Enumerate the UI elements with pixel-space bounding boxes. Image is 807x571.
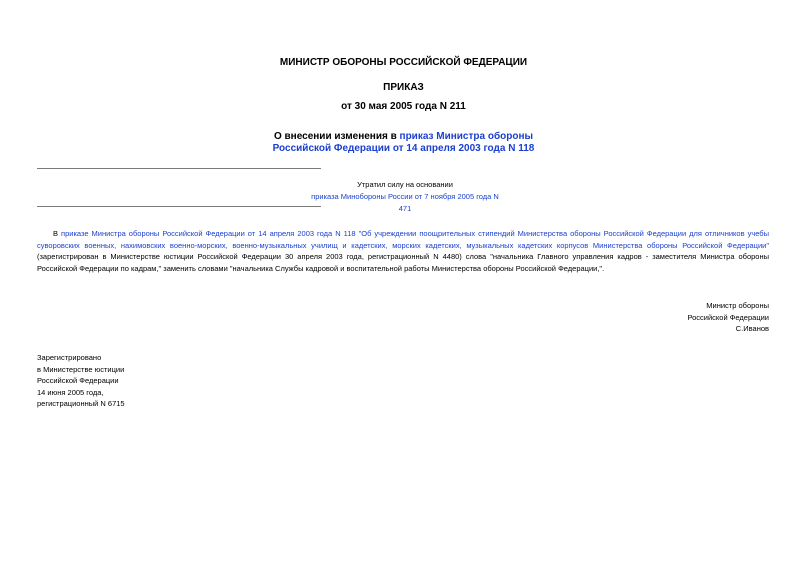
signer-title-2: Российской Федерации — [687, 312, 769, 322]
registration-line-2: в Министерстве юстиции — [37, 364, 125, 374]
status-note-text: Утратил силу на основании — [357, 180, 453, 189]
registration-number: регистрационный N 6715 — [37, 399, 125, 408]
issuing-authority: МИНИСТР ОБОРОНЫ РОССИЙСКОЙ ФЕДЕРАЦИИ — [279, 57, 528, 68]
amended-order-link-2[interactable]: Российской Федерации от 14 апреля 2003 года N 118 — [272, 143, 535, 154]
signer-title-1: Министр обороны — [706, 301, 769, 310]
body-rest: (зарегистрирован в Министерстве юстиции Российской Федерации 30 апреля 2003 года, регистрационный N 4480) слова "начальника Главного управления кадров - заместителя Министра обороны Российской Федерации по кадрам," заменить словами "начальника Службы кадровой и воспитательной работы Министерства обороны Российской Федерации,". — [37, 252, 769, 273]
registration-date: 14 июня 2005 года, — [37, 387, 104, 397]
divider-bottom — [37, 206, 321, 207]
signature-block — [569, 300, 769, 335]
registration-block — [37, 352, 237, 410]
registration-line-1: Зарегистрировано — [37, 353, 102, 362]
document-date-number: от 30 мая 2005 года N 211 — [341, 101, 466, 112]
signer-name: С.Иванов — [735, 324, 769, 333]
status-note — [310, 179, 500, 215]
amended-order-link-1[interactable]: приказ Министра обороны — [399, 131, 534, 142]
body-paragraph — [37, 228, 769, 274]
repeal-order-link[interactable]: приказа Минобороны России от 7 ноября 2005 года N 471 — [311, 192, 499, 213]
referenced-order-link[interactable]: приказе Министра обороны Российской Федерации от 14 апреля 2003 года N 118 "Об учреждении поощрительных стипендий Министерства обороны Российской Федерации для отличников учебы суворовских военных, нахимовских военно-морских, военно-музыкальных училищ и кадетских, морских кадетских, музыкальных кадетских корпусов Министерства обороны Российской Федерации" — [37, 229, 769, 250]
body-prefix: В — [53, 229, 62, 238]
subject-prefix: О внесении изменения в — [273, 131, 400, 142]
document-type: ПРИКАЗ — [383, 82, 424, 93]
registration-line-3: Российской Федерации — [37, 376, 119, 385]
document-subject — [0, 131, 807, 155]
divider-top — [37, 168, 321, 169]
